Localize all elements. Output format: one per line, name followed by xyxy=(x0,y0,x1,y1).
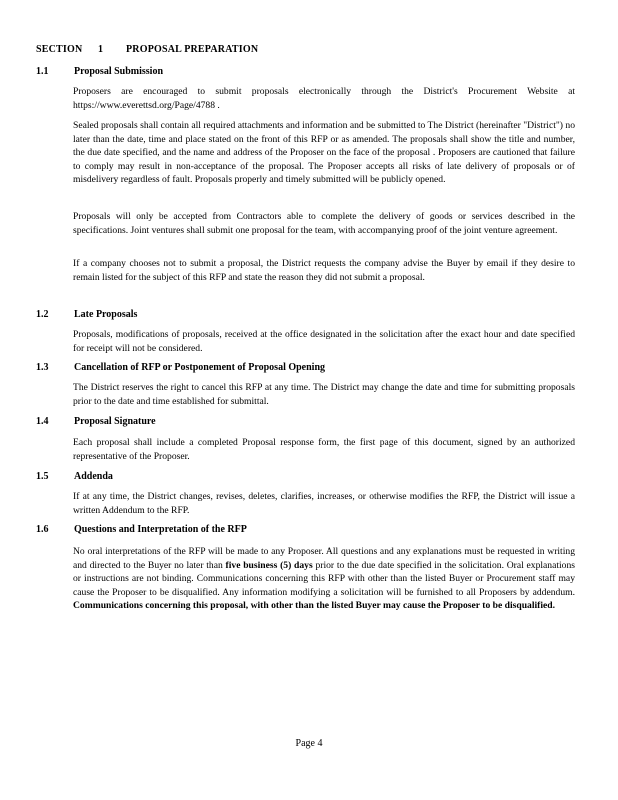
subsection-number: 1.5 xyxy=(36,471,49,482)
paragraph: Proposals will only be accepted from Contractors able to complete the delivery of goods or services described in the specifications. Joint ventures shall submit one proposal for the team, with accompanying proof of the joint venture agreement. xyxy=(73,211,575,236)
subsection-heading-1-4 xyxy=(36,416,156,427)
subsection-title: Cancellation of RFP or Postponement of Proposal Opening xyxy=(74,362,326,373)
paragraph: No oral interpretations of the RFP will be made to any Proposer. All questions and any explanations must be requested in writing and directed to the Buyer no later than five business (5) days prior to the due date specified in the solicitation. Oral explanations or instructions are not binding. Communications concerning this RFP with other than the listed Buyer or Procurement staff may cause the Proposer to be disqualified. Any information modifying a solicitation will be furnished to all Proposers by addendum. Communications concerning this proposal, with other than the listed Buyer may cause the Proposer to be disqualified. xyxy=(73,546,576,612)
page-number: Page 4 xyxy=(295,738,323,749)
subsection-number: 1.6 xyxy=(36,524,49,535)
subsection-number: 1.2 xyxy=(36,309,49,320)
subsection-title: Proposal Submission xyxy=(74,66,164,77)
paragraph: If at any time, the District changes, revises, deletes, clarifies, increases, or otherwise modifies the RFP, the District will issue a written Addendum to the RFP. xyxy=(73,491,575,516)
subsection-number: 1.4 xyxy=(36,416,49,427)
paragraph: If a company chooses not to submit a proposal, the District requests the company advise the Buyer by email if they desire to remain listed for the subject of this RFP and state the reason they did not submit a proposal. xyxy=(73,258,575,283)
section-number: 1 xyxy=(98,44,104,55)
procurement-website-link[interactable]: https://www.everettsd.org/Page/4788 xyxy=(73,99,216,111)
section-label: SECTION xyxy=(36,44,83,55)
subsection-heading-1-5 xyxy=(36,471,113,482)
paragraph: The District reserves the right to cancel this RFP at any time. The District may change the date and time for submitting proposals prior to the date and time established for submittal. xyxy=(73,382,575,407)
subsection-heading-1-1 xyxy=(36,66,163,77)
subsection-title: Addenda xyxy=(74,471,113,482)
subsection-number: 1.1 xyxy=(36,66,49,77)
subsection-number: 1.3 xyxy=(36,362,49,373)
subsection-heading-1-3 xyxy=(36,362,325,373)
deadline-emphasis: five business (5) days xyxy=(225,559,313,571)
paragraph: Each proposal shall include a completed Proposal response form, the first page of this document, signed by an authorized representative of the Proposer. xyxy=(73,437,575,462)
subsection-heading-1-2 xyxy=(36,309,137,320)
section-title: PROPOSAL PREPARATION xyxy=(126,44,259,55)
subsection-title: Late Proposals xyxy=(74,309,138,320)
disqualification-warning: Communications concerning this proposal, with other than the listed Buyer may cause the Proposer to be disqualified. xyxy=(73,600,556,612)
subsection-heading-1-6 xyxy=(36,524,247,535)
paragraph: Proposers are encouraged to submit proposals electronically through the District's Procurement Website at https://www.everettsd.org/Page/4788 . xyxy=(73,86,575,111)
section-heading xyxy=(36,44,258,55)
subsection-title: Questions and Interpretation of the RFP xyxy=(74,524,247,535)
paragraph: Sealed proposals shall contain all required attachments and information and be submitted to The District (hereinafter "District") no later than the date, time and place stated on the front of this RFP or as amended. The proposals shall show the title and number, the due date specified, and the name and address of the Proposer on the face of the proposal . Proposers are cautioned that failure to comply may result in non-acceptance of the proposal. The Proposer accepts all risks of late delivery of proposals or of misdelivery regardless of fault. Proposals properly and timely submitted will be publicly opened. xyxy=(73,120,575,186)
subsection-title: Proposal Signature xyxy=(74,416,156,427)
paragraph: Proposals, modifications of proposals, received at the office designated in the solicitation after the exact hour and date specified for receipt will not be considered. xyxy=(73,329,575,354)
